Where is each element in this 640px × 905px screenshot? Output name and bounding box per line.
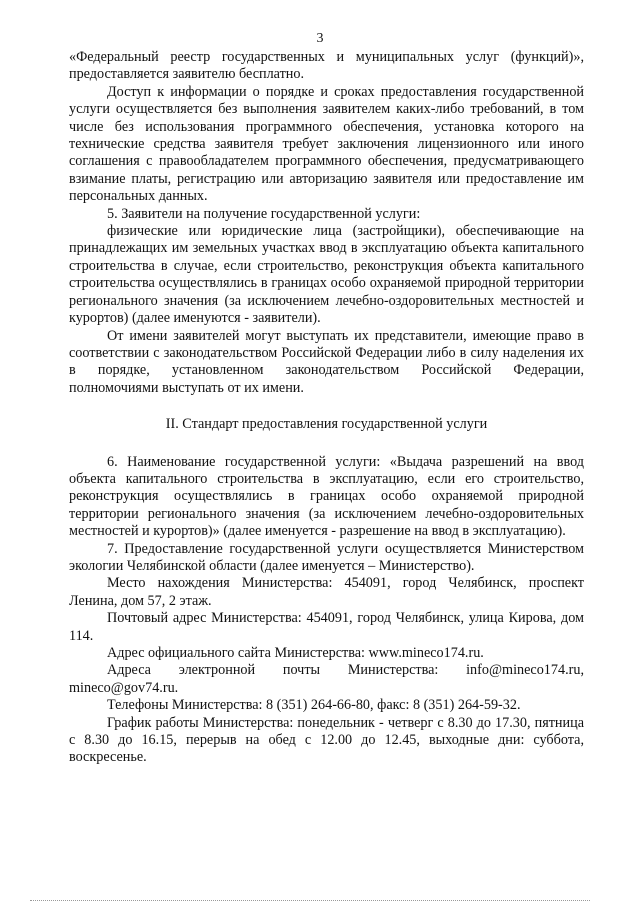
paragraph: Телефоны Министерства: 8 (351) 264-66-80, факс: 8 (351) 264-59-32.	[107, 697, 521, 714]
paragraph: Адрес официального сайта Министерства: www.mineco174.ru.	[107, 645, 484, 661]
paragraph: Почтовый адрес Министерства: 454091, город Челябинск, улица Кирова, дом 114.	[69, 610, 584, 644]
section-heading: II. Стандарт предоставления государственной услуги	[165, 416, 488, 433]
paragraph: 7. Предоставление государственной услуги осуществляется Министерством экологии Челябинской области (далее именуется – Министерство).	[69, 540, 584, 574]
footer-divider	[30, 900, 590, 902]
paragraph: «Федеральный реестр государственных и муниципальных услуг (функций)», предоставляется заявителю бесплатно.	[69, 49, 584, 83]
paragraph: Место нахождения Министерства: 454091, город Челябинск, проспект Ленина, дом 57, 2 этаж.	[69, 575, 584, 609]
paragraph: От имени заявителей могут выступать их представители, имеющие право в соответствии с законодательством Российской Федерации либо в силу наделения их в порядке, установленном законодательством Российской Федерации, полномочиями выступать от их имени.	[69, 327, 584, 396]
document-body	[69, 49, 584, 767]
page-number: 3	[316, 31, 324, 46]
paragraph: 6. Наименование государственной услуги: «Выдача разрешений на ввод объекта капитального строительства в эксплуатацию, если его строительство, реконструкция осуществлялись в границах особо охраняемой природной территории регионального значения (за исключением лечебно-оздоровительных местностей и курортов)» (далее именуется - разрешение на ввод в эксплуатацию).	[69, 453, 584, 540]
paragraph: Адреса электронной почты Министерства: info@mineco174.ru, mineco@gov74.ru.	[69, 662, 584, 696]
paragraph: физические или юридические лица (застройщики), обеспечивающие на принадлежащих им земельных участках ввод в эксплуатацию объекта капитального строительства в случае, если строительство, реконструкция объекта капитального строительства осуществлялись в границах особо охраняемой природной территории регионального значения (за исключением лечебно-оздоровительных местностей и курортов) (далее именуются - заявители).	[69, 223, 584, 327]
paragraph: 5. Заявители на получение государственной услуги:	[107, 205, 421, 222]
paragraph: Доступ к информации о порядке и сроках предоставления государственной услуги осуществляется без выполнения заявителем каких-либо требований, в том числе без использования программного обеспечения, установка которого на технические средства заявителя требует заключения лицензионного или иного соглашения с правообладателем программного обеспечения, предусматривающего взимание платы, регистрацию или авторизацию заявителя или предоставление им персональных данных.	[69, 83, 584, 205]
paragraph: График работы Министерства: понедельник - четверг с 8.30 до 17.30, пятница с 8.30 до 16.15, перерыв на обед с 12.00 до 12.45, выходные дни: суббота, воскресенье.	[69, 714, 584, 766]
